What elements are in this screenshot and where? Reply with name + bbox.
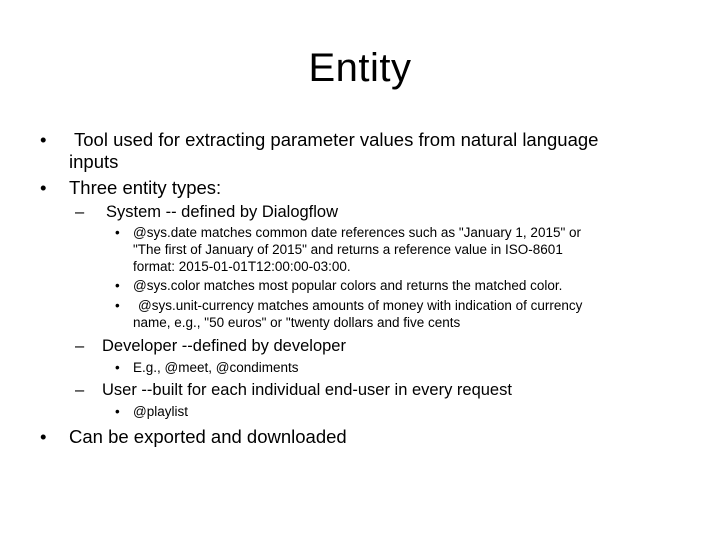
bullet-marker: • [40,426,47,447]
dash-marker: – [75,337,85,355]
bullet-marker: • [115,278,120,293]
sub-sub-bullet-text-cont: "The first of January of 2015" and returns a reference value in ISO-8601 [133,242,563,257]
sub-bullet-text: Developer --defined by developer [102,337,346,355]
dash-marker: – [75,381,85,399]
sub-sub-bullet-text: @sys.color matches most popular colors and returns the matched color. [133,278,563,293]
bullet-marker: • [115,225,120,240]
sub-sub-bullet-text: @sys.date matches common date references such as "January 1, 2015" or [133,225,582,240]
bullet-text-cont: inputs [69,151,119,172]
sub-bullet-text: System -- defined by Dialogflow [106,203,339,221]
bullet-text: Can be exported and downloaded [69,426,347,447]
sub-sub-bullet-text: E.g., @meet, @condiments [133,360,299,375]
sub-sub-bullet-text: @sys.unit-currency matches amounts of money with indication of currency [138,298,583,313]
sub-sub-bullet-text-cont: format: 2015-01-01T12:00:00-03:00. [133,259,351,274]
sub-sub-bullet-text: @playlist [133,404,188,419]
bullet-marker: • [40,129,47,150]
bullet-text: Three entity types: [69,177,222,198]
sub-sub-bullet-text-cont: name, e.g., "50 euros" or "twenty dollars and five cents [133,315,461,330]
bullet-marker: • [40,177,47,198]
sub-bullet-text: User --built for each individual end-user in every request [102,381,512,399]
bullet-marker: • [115,298,120,313]
bullet-text: Tool used for extracting parameter values from natural language [74,129,599,150]
dash-marker: – [75,203,85,221]
bullet-marker: • [115,360,120,375]
slide-title: Entity [308,46,412,90]
bullet-marker: • [115,404,120,419]
